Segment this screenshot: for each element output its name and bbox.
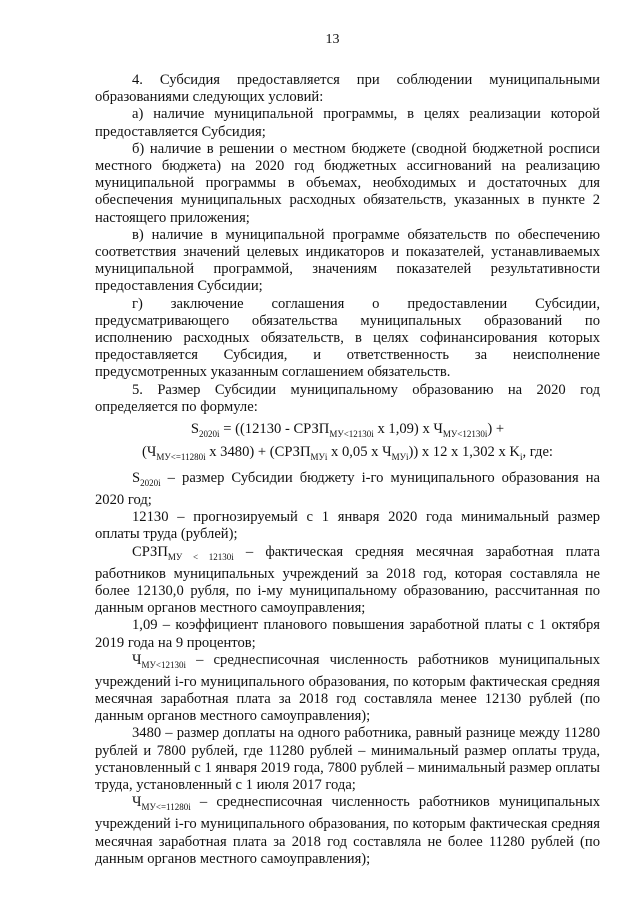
- formula-term: )) x 12 x 1,302 x K: [408, 443, 520, 460]
- definition-text: 1,09 – коэффициент планового повышения заработной платы с 1 октября 2019 года на 9 процентов;: [95, 617, 600, 651]
- formula-term: ) +: [487, 421, 505, 438]
- formula-term: S: [190, 421, 200, 438]
- formula-subscript: МУi: [391, 451, 409, 462]
- definition-text: 12130 – прогнозируемый с 1 января 2020 года минимальный размер оплаты труда (рублей);: [95, 509, 600, 543]
- page-number: 13: [325, 32, 340, 47]
- formula-subscript: МУ<12130i: [442, 428, 488, 439]
- paragraph-5-intro: 5. Размер Субсидии муниципальному образованию на 2020 год определяется по формуле:: [95, 381, 600, 415]
- formula-subscript: 2020i: [199, 428, 220, 439]
- definition-symbol: Ч: [132, 794, 142, 811]
- definition-text: – размер Субсидии бюджету i-го муниципального образования на 2020 год;: [95, 469, 600, 508]
- definition-subscript: МУ < 12130i: [167, 551, 234, 562]
- definition-text: – среднесписочная численность работников муниципальных учреждений i-го муниципального образования, по которым фактическая средняя месячная заработная плата за 2018 год составляла менее 12130 рублей (по данным органов местного самоуправления);: [95, 651, 600, 725]
- formula-subscript: МУ<12130i: [329, 428, 374, 439]
- definition-symbol: S: [132, 469, 141, 486]
- definition-srzp-mu-12130: [95, 544, 600, 618]
- paragraph-4v: в) наличие в муниципальной программе обязательств по обеспечению соответствия значений целевых индикаторов и показателей, устанавливаемых муниципальной программой, значениям показателей результативности предоставления Субсидии;: [95, 226, 600, 295]
- formula-term: x 0,05 x Ч: [327, 443, 392, 460]
- definition-text: – фактическая средняя месячная заработная плата работников муниципальных учреждений за 2018 год, которая составляла не более 12130,0 рубля, по i-му муниципальному образованию, рассчитанная по данным органов местного самоуправления;: [95, 543, 600, 617]
- definition-subscript: МУ<12130i: [141, 659, 186, 670]
- definition-text: 3480 – размер доплаты на одного работника, равный разнице между 11280 рублей и 7800 рублей, где 11280 рублей – минимальный размер оплаты труда, установленный с 1 января 2019 года, 7800 рублей – минимальный размер оплаты труда, установленный с 1 июля 2017 года;: [95, 725, 600, 794]
- definition-3480: [95, 725, 600, 794]
- formula-subscript: МУ<=11280i: [156, 451, 206, 462]
- definition-ch-mu-12130: [95, 652, 600, 726]
- definition-1-09: [95, 617, 600, 651]
- formula-subscript: i: [519, 451, 523, 462]
- definition-12130: [95, 509, 600, 543]
- formula-term: x 3480) + (СРЗП: [205, 443, 311, 460]
- definition-subscript: 2020i: [140, 477, 161, 488]
- formula-term: x 1,09) x Ч: [373, 421, 443, 438]
- formula-line-2: [95, 443, 600, 466]
- definition-ch-mu-11280: [95, 794, 600, 868]
- definition-symbol: СРЗП: [132, 543, 168, 560]
- definition-subscript: МУ<=11280i: [141, 802, 191, 813]
- formula-line-1: [95, 420, 600, 443]
- formula-term: , где:: [522, 443, 553, 460]
- paragraph-4a: а) наличие муниципальной программы, в целях реализации которой предоставляется Субсидия;: [95, 106, 600, 140]
- paragraph-4g: г) заключение соглашения о предоставлении Субсидии, предусматривающего обязательства муниципальных образований по исполнению расходных обязательств, в целях софинансирования которых предоставляется Субсидия, и ответственность за неисполнение предусмотренных указанным соглашением обязательств.: [95, 295, 600, 381]
- formula-term: = ((12130 - СРЗП: [219, 421, 330, 438]
- definition-text: – среднесписочная численность работников муниципальных учреждений i-го муниципального образования, по которым фактическая средняя месячная заработная плата за 2018 год составляла не более 11280 рублей (по данным органов местного самоуправления);: [95, 794, 600, 867]
- definition-symbol: Ч: [132, 651, 142, 668]
- definition-s2020i: [95, 470, 600, 509]
- paragraph-4-intro: 4. Субсидия предоставляется при соблюдении муниципальными образованиями следующих условий:: [95, 72, 600, 106]
- formula-subscript: МУi: [310, 451, 328, 462]
- subsidy-formula: [95, 420, 600, 466]
- paragraph-4b: б) наличие в решении о местном бюджете (сводной бюджетной росписи местного бюджета) на 2020 год бюджетных ассигнований на реализацию муниципальной программы в объемах, необходимых и достаточных для обеспечения муниципальных расходных обязательств, указанных в пункте 2 настоящего приложения;: [95, 140, 600, 226]
- formula-term: (Ч: [142, 443, 157, 460]
